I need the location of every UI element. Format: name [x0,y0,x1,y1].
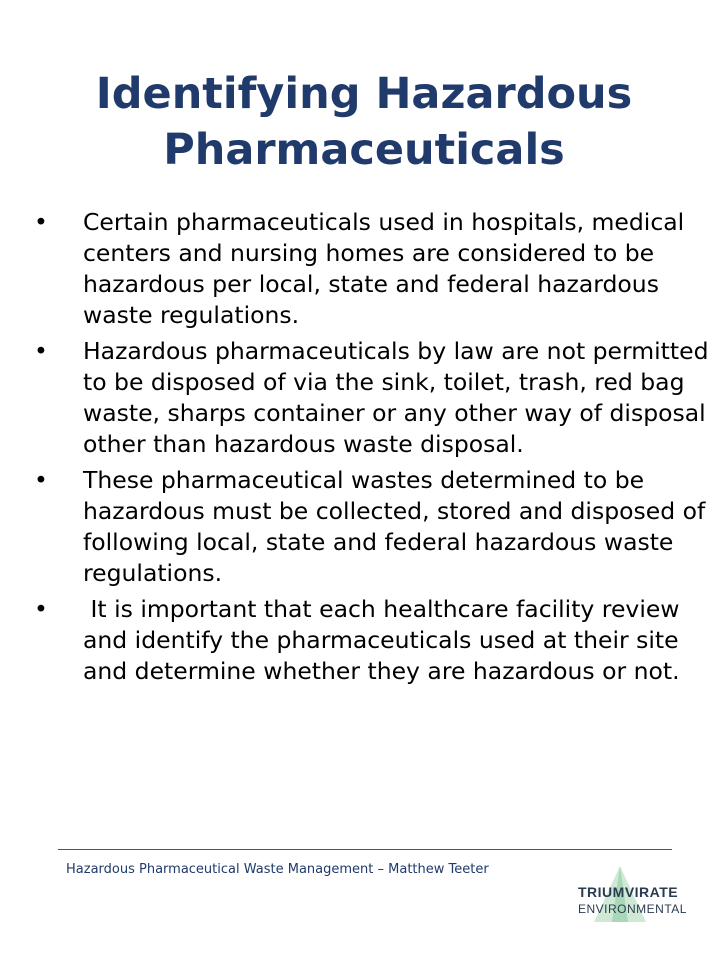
bullet-text: It is important that each healthcare facility review and identify the pharmaceuticals used at their site and determine whether they are hazardous or not. [83,595,688,685]
bullet-list [34,207,714,692]
slide-title-line-1: Identifying Hazardous [95,69,633,119]
slide-title-line-2: Pharmaceuticals [163,125,565,175]
logo-line-2: ENVIRONMENTAL [578,902,687,916]
bullet-text: Hazardous pharmaceuticals by law are not permitted to be disposed of via the sink, toilet, trash, red bag waste, sharps container or any other way of disposal other than hazardous waste disposal. [83,337,709,458]
slide-title [40,66,688,178]
bullet-marker: • [34,337,48,365]
company-logo [572,864,692,924]
bullet-item [34,336,714,460]
footer-divider [58,849,672,850]
bullet-item [34,465,714,589]
bullet-marker: • [34,466,48,494]
footer-caption: Hazardous Pharmaceutical Waste Management – Matthew Teeter [66,862,489,877]
bullet-text: These pharmaceutical wastes determined to be hazardous must be collected, stored and disposed of following local, state and federal hazardous waste regulations. [83,466,706,587]
bullet-marker: • [34,595,48,623]
logo-line-1: TRIUMVIRATE [578,884,679,900]
bullet-item [34,207,714,331]
bullet-text: Certain pharmaceuticals used in hospitals, medical centers and nursing homes are considered to be hazardous per local, state and federal hazardous waste regulations. [83,208,685,329]
bullet-marker: • [34,208,48,236]
bullet-item [34,594,714,687]
